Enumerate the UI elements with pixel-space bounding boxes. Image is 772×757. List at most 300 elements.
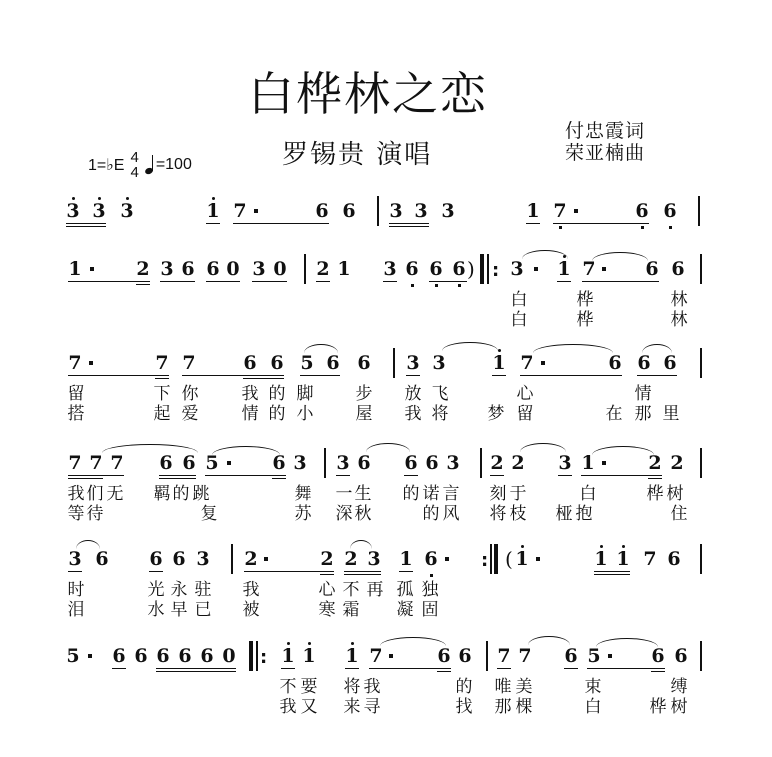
note: 6: [272, 452, 286, 474]
lyric: 搭: [67, 404, 85, 424]
note: 1: [302, 645, 316, 667]
underline: [581, 475, 662, 476]
note: 6: [178, 645, 192, 667]
note: 0: [226, 258, 240, 280]
time-signature: 4 4: [130, 149, 139, 181]
note: 6: [663, 200, 677, 222]
note: 3: [293, 452, 307, 474]
barline: [324, 448, 326, 478]
lyric: 心: [318, 580, 336, 600]
underline: [68, 475, 124, 476]
lyric: 桦: [576, 310, 594, 330]
barline: [490, 544, 492, 574]
lyric: 深: [335, 504, 353, 524]
note: 7: [182, 352, 196, 374]
underline: [160, 281, 195, 282]
singer-credit: 罗锡贵 演唱: [282, 140, 433, 170]
underline: [490, 475, 504, 476]
slur: [592, 446, 654, 455]
lyric: 再: [366, 580, 384, 600]
note: 1: [206, 200, 220, 222]
underline: [558, 475, 572, 476]
note: 3: [389, 200, 403, 222]
underline: [587, 668, 665, 669]
note: 1: [337, 258, 351, 280]
note: 6: [429, 258, 443, 280]
underline: [336, 475, 350, 476]
lyric: 小: [296, 404, 314, 424]
lyric: 唯: [494, 677, 512, 697]
lyric: 要: [300, 677, 318, 697]
note: 7: [553, 200, 567, 222]
lyric: 我: [241, 384, 259, 404]
lyric: 不: [342, 580, 360, 600]
lyric: 屋: [355, 404, 373, 424]
note: 6: [405, 258, 419, 280]
lyric: 脚: [296, 384, 314, 404]
underline: [205, 475, 286, 476]
note: 1: [68, 258, 82, 280]
lyric: 爱: [181, 404, 199, 424]
lyric: 你: [181, 384, 199, 404]
note: 3: [432, 352, 446, 374]
note: 6: [156, 645, 170, 667]
note: 5: [587, 645, 601, 667]
underline: [406, 375, 420, 376]
note: 7: [497, 645, 511, 667]
lyric: 将: [431, 404, 449, 424]
note: 3: [414, 200, 428, 222]
lyric: 泪: [67, 600, 85, 620]
lyric: 寒: [318, 600, 336, 620]
lyric: 心: [516, 384, 534, 404]
quarter-note-icon: [145, 156, 155, 174]
underline: [68, 375, 169, 376]
note: 7: [643, 548, 657, 570]
barline: [700, 254, 702, 284]
underline: [344, 571, 381, 572]
underline: [383, 281, 397, 282]
note: 2: [244, 548, 258, 570]
lyric: 束: [584, 677, 602, 697]
lyric: 情: [634, 384, 652, 404]
note: 3: [92, 200, 106, 222]
underline: [159, 478, 196, 479]
lyric: 早: [170, 600, 188, 620]
lyric: 枝: [509, 504, 527, 524]
augmentation-dot: [254, 209, 258, 213]
underline: [68, 478, 103, 479]
lyric: 树: [670, 697, 688, 717]
barline: [487, 254, 489, 284]
lyric: 寻: [363, 697, 381, 717]
slur: [366, 443, 410, 452]
note: 6: [437, 645, 451, 667]
underline: [648, 478, 662, 479]
note: 6: [608, 352, 622, 374]
lyric: 的: [455, 677, 473, 697]
repeat-dots: :: [481, 550, 489, 571]
lyric: 桦: [576, 290, 594, 310]
underline: [564, 668, 578, 669]
underline: [316, 281, 330, 282]
repeat-end-barline: [494, 544, 498, 574]
slur: [596, 638, 658, 647]
lyric: 孤: [396, 580, 414, 600]
underline: [492, 375, 506, 376]
lyric: 我: [67, 484, 85, 504]
lyric: 桦: [649, 697, 667, 717]
lyric: 白: [584, 697, 602, 717]
note: 7: [582, 258, 596, 280]
underline: [300, 375, 340, 376]
tempo-value: =100: [155, 156, 192, 173]
lyric: 白: [510, 310, 528, 330]
augmentation-dot: [445, 557, 449, 561]
note: 6: [243, 352, 257, 374]
underline: [369, 668, 451, 669]
underline: [557, 281, 571, 282]
lyric: 美: [515, 677, 533, 697]
note: 1: [616, 548, 630, 570]
opening-parenthesis: (: [505, 547, 513, 571]
underline: [437, 671, 451, 672]
barline: [700, 544, 702, 574]
lyric: 那: [494, 697, 512, 717]
note: 6: [270, 352, 284, 374]
lyric: 将: [489, 504, 507, 524]
underline: [112, 668, 126, 669]
note: 3: [66, 200, 80, 222]
repeat-dots: :: [260, 647, 268, 668]
underline: [399, 571, 413, 572]
lyric: 我: [242, 580, 260, 600]
underline: [320, 574, 334, 575]
note: 1: [594, 548, 608, 570]
barline: [393, 348, 395, 378]
note: 7: [155, 352, 169, 374]
lyric: 梦: [487, 404, 505, 424]
note: 6: [674, 645, 688, 667]
lyric: 树: [666, 484, 684, 504]
note: 3: [336, 452, 350, 474]
lyric: 林: [670, 290, 688, 310]
lyric: 找: [455, 697, 473, 717]
lyric: 跳: [192, 484, 210, 504]
note: 1: [557, 258, 571, 280]
note: 6: [651, 645, 665, 667]
note: 2: [344, 548, 358, 570]
note: 3: [68, 548, 82, 570]
lyric: 舞: [294, 484, 312, 504]
note: 2: [648, 452, 662, 474]
lyric: 我: [279, 697, 297, 717]
note: 3: [446, 452, 460, 474]
lyric: 水: [147, 600, 165, 620]
underline: [182, 375, 284, 376]
augmentation-dot: [90, 267, 94, 271]
note: 5: [66, 645, 80, 667]
slur: [442, 342, 498, 351]
note: 5: [205, 452, 219, 474]
underline: [553, 223, 649, 224]
lyric: 已: [194, 600, 212, 620]
lyric: 下: [153, 384, 171, 404]
note: 3: [367, 548, 381, 570]
lyric: 不: [279, 677, 297, 697]
underline: [66, 226, 106, 227]
lyric: 来: [343, 697, 361, 717]
augmentation-dot: [264, 557, 268, 561]
underline: [389, 223, 429, 224]
underline: [244, 571, 334, 572]
lyric: 诺: [422, 484, 440, 504]
note: 6: [357, 352, 371, 374]
lyric: 生: [354, 484, 372, 504]
underline: [149, 571, 163, 572]
lyric: 独: [421, 580, 439, 600]
note: 3: [383, 258, 397, 280]
note: 6: [425, 452, 439, 474]
note: 1: [399, 548, 413, 570]
note: 6: [663, 352, 677, 374]
augmentation-dot: [389, 654, 393, 658]
underline: [594, 571, 630, 572]
underline: [155, 378, 169, 379]
augmentation-dot: [536, 557, 540, 561]
note: 7: [233, 200, 247, 222]
note: 7: [68, 452, 82, 474]
composer-credit: 荣亚楠曲: [565, 142, 646, 164]
note: 6: [357, 452, 371, 474]
lyric: 的: [268, 384, 286, 404]
lyric: 里: [662, 404, 680, 424]
underline: [206, 223, 220, 224]
lyric: 羁: [153, 484, 171, 504]
lyric: 飞: [431, 384, 449, 404]
note: 7: [89, 452, 103, 474]
lyric: 凝: [396, 600, 414, 620]
note: 6: [112, 645, 126, 667]
slur: [528, 636, 570, 645]
note: 3: [558, 452, 572, 474]
note: 3: [160, 258, 174, 280]
note: 1: [515, 548, 529, 570]
barline: [480, 448, 482, 478]
note: 6: [95, 548, 109, 570]
note: 6: [635, 200, 649, 222]
note: 2: [136, 258, 150, 280]
note: 5: [300, 352, 314, 374]
underline: [272, 478, 286, 479]
note: 6: [181, 258, 195, 280]
note: 3: [441, 200, 455, 222]
lyric: 桠: [555, 504, 573, 524]
note: 7: [110, 452, 124, 474]
lyric: 住: [670, 504, 688, 524]
lyric: 的: [402, 484, 420, 504]
slur: [592, 252, 648, 261]
augmentation-dot: [88, 654, 92, 658]
barline: [377, 196, 379, 226]
lyricist-credit: 付忠霞词: [565, 120, 646, 142]
note: 7: [520, 352, 534, 374]
underline: [526, 223, 540, 224]
note: 3: [510, 258, 524, 280]
note: 7: [369, 645, 383, 667]
lyric: 白: [510, 290, 528, 310]
slur: [212, 446, 280, 455]
note: 6: [671, 258, 685, 280]
underline: [404, 475, 418, 476]
note: 6: [315, 200, 329, 222]
barline: [486, 641, 488, 671]
lyric: 起: [153, 404, 171, 424]
lyric: 的: [422, 504, 440, 524]
note: 2: [670, 452, 684, 474]
note: 6: [182, 452, 196, 474]
underline: [594, 574, 630, 575]
lyric: 将: [343, 677, 361, 697]
note: 1: [281, 645, 295, 667]
repeat-dots: :: [492, 260, 500, 281]
slur: [533, 344, 613, 353]
lyric: 风: [442, 504, 460, 524]
underline: [68, 571, 82, 572]
lyric: 留: [516, 404, 534, 424]
underline: [233, 223, 329, 224]
note: 0: [273, 258, 287, 280]
note: 6: [404, 452, 418, 474]
lyric: 光: [147, 580, 165, 600]
augmentation-dot: [608, 654, 612, 658]
underline: [429, 281, 467, 282]
lyric: 霜: [342, 600, 360, 620]
note: 3: [406, 352, 420, 374]
note: 2: [316, 258, 330, 280]
barline: [256, 641, 258, 671]
underline: [66, 223, 106, 224]
lyric: 无: [106, 484, 124, 504]
underline: [497, 668, 511, 669]
lyric: 在: [605, 404, 623, 424]
underline: [281, 668, 295, 669]
note: 1: [345, 645, 359, 667]
lyric: 固: [421, 600, 439, 620]
lyric: 的: [268, 404, 286, 424]
lyric: 于: [509, 484, 527, 504]
underline: [389, 226, 429, 227]
underline: [637, 375, 677, 376]
note: 3: [120, 200, 134, 222]
note: 1: [526, 200, 540, 222]
underline: [252, 281, 287, 282]
augmentation-dot: [602, 461, 606, 465]
lyric: 的: [172, 484, 190, 504]
underline: [206, 281, 240, 282]
lyric: 我: [404, 404, 422, 424]
lyric: 时: [67, 580, 85, 600]
lyric: 放: [404, 384, 422, 404]
lyric: 苏: [294, 504, 312, 524]
augmentation-dot: [602, 267, 606, 271]
lyric: 一: [335, 484, 353, 504]
closing-parenthesis: ): [467, 257, 475, 281]
barline: [700, 448, 702, 478]
lyric: 留: [67, 384, 85, 404]
note: 1: [492, 352, 506, 374]
song-title: 白桦林之恋: [248, 67, 488, 121]
note: 7: [68, 352, 82, 374]
augmentation-dot: [89, 361, 93, 365]
note: 6: [200, 645, 214, 667]
lyric: 言: [442, 484, 460, 504]
underline: [68, 281, 150, 282]
note: 6: [458, 645, 472, 667]
underline: [651, 671, 665, 672]
key-tempo-marking: [88, 150, 192, 180]
note: 6: [452, 258, 466, 280]
note: 6: [134, 645, 148, 667]
lyric: 棵: [515, 697, 533, 717]
note: 6: [172, 548, 186, 570]
lyric: 刻: [489, 484, 507, 504]
augmentation-dot: [534, 267, 538, 271]
note: 6: [342, 200, 356, 222]
underline: [520, 375, 622, 376]
key-signature: 1=♭E: [88, 157, 125, 174]
note: 7: [518, 645, 532, 667]
underline: [156, 668, 236, 669]
augmentation-dot: [574, 209, 578, 213]
lyric: 又: [300, 697, 318, 717]
lyric: 情: [241, 404, 259, 424]
note: 3: [252, 258, 266, 280]
lyric: 驻: [194, 580, 212, 600]
underline: [159, 475, 196, 476]
lyric: 们: [86, 484, 104, 504]
augmentation-dot: [541, 361, 545, 365]
lyric: 缚: [670, 677, 688, 697]
underline: [344, 574, 381, 575]
slur: [520, 443, 566, 452]
lyric: 林: [670, 310, 688, 330]
note: 0: [222, 645, 236, 667]
note: 2: [490, 452, 504, 474]
repeat-start-barline: [249, 641, 253, 671]
note: 1: [581, 452, 595, 474]
underline: [243, 378, 284, 379]
augmentation-dot: [227, 461, 231, 465]
lyric: 桦: [646, 484, 664, 504]
lyric: 那: [634, 404, 652, 424]
underline: [582, 281, 659, 282]
note: 3: [196, 548, 210, 570]
lyric: 被: [242, 600, 260, 620]
note: 6: [159, 452, 173, 474]
barline: [231, 544, 233, 574]
note: 6: [667, 548, 681, 570]
barline: [700, 641, 702, 671]
barline: [698, 196, 700, 226]
lyric: 抱: [575, 504, 593, 524]
barline: [304, 254, 306, 284]
lyric: 等: [67, 504, 85, 524]
note: 6: [326, 352, 340, 374]
lyric: 待: [86, 504, 104, 524]
repeat-start-barline: [480, 254, 484, 284]
note: 6: [564, 645, 578, 667]
